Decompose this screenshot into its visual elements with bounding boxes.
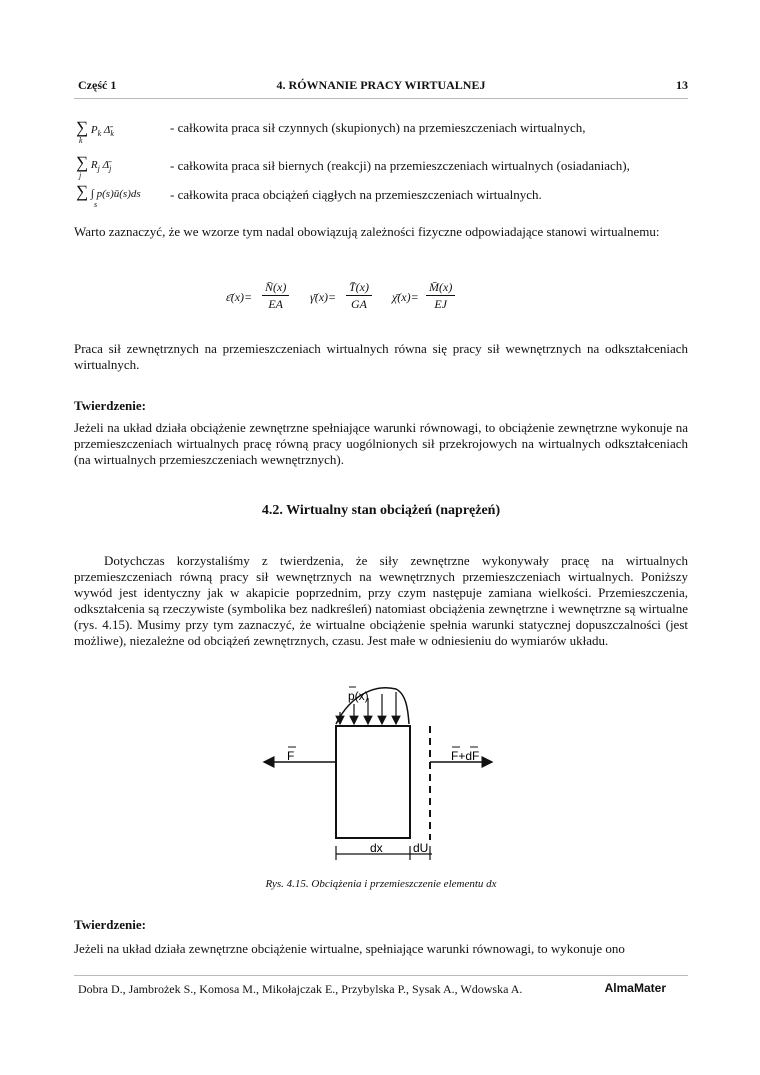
figure-caption: Rys. 4.15. Obciążenia i przemieszczenie elementu dx [265, 878, 497, 890]
virtual-strain-formula [226, 280, 546, 316]
formula-chi-lhs: χ̄(x)= [392, 290, 419, 304]
section-title: 4.2. Wirtualny stan obciążeń (naprężeń) [261, 503, 501, 518]
formula-epsilon-lhs: ε̄(x)= [226, 290, 253, 304]
sum-description: - całkowita praca sił czynnych (skupionych) na przemieszczeniach wirtualnych, [170, 120, 586, 135]
header-page-number: 13 [676, 78, 688, 92]
theorem-heading-1: Twierdzenie: [74, 398, 146, 413]
header-chapter: 4. RÓWNANIE PRACY WIRTUALNEJ [276, 78, 486, 92]
header-part: Część 1 [78, 78, 117, 92]
formula-chi-fraction: $\frac{M̄(x)}{EJ}$ [426, 280, 455, 312]
theorem-heading-2: Twierdzenie: [74, 917, 146, 932]
paragraph-virtual-load-state: Dotychczas korzystaliśmy z twierdzenia, że siły zewnętrzne wykonywały pracę na wirtualnych przemieszczeniach równą pracy sił wewnętrznych na wewnętrznych przemieszczeniach wirtualnych. Poniższy wywód jest identyczny jak w akapicie poprzednim, przy czym następuje zamiana wielkości. Przemieszczenia, odkształcenia są rzeczywiste (symbolika bez nadkreśleń) natomiast obciążenia zewnętrzne i wewnętrzne są wirtualne (rys. 4.15). Musimy przy tym zaznaczyć, że wirtualne obciążenie spełnia warunki statycznej dopuszczalności (jest możliwe), niezależne od obciążeń zewnętrznych, czasu. Jest małe w odniesieniu do wymiarów układu. [74, 553, 688, 648]
footer-brand: AlmaMater [604, 981, 666, 995]
theorem-text-2: Jeżeli na układ działa zewnętrzne obciążenie wirtualne, spełniające warunki równowagi, to wykonuje ono [74, 941, 625, 956]
formula-gamma-lhs: γ̄(x)= [310, 290, 337, 304]
figure-element-dx [256, 684, 496, 874]
sum-symbol: ∑ $P_k$ $\Deltā_k$ k [76, 118, 114, 145]
element-dx-diagram [256, 684, 496, 874]
du-label: dU [413, 841, 429, 855]
page-footer [74, 975, 688, 998]
sum-description: - całkowita praca sił biernych (reakcji) na przemieszczeniach wirtualnych (osiadaniach), [170, 158, 630, 173]
left-force-label: F [287, 749, 295, 763]
page-header [74, 76, 688, 99]
footer-authors: Dobra D., Jambrożek S., Komosa M., Mikołajczak E., Przybylska P., Sysak A., Wdowska A. [78, 982, 523, 996]
dx-label: dx [370, 841, 383, 855]
distributed-load-curve [336, 688, 409, 724]
element-rectangle [336, 726, 410, 838]
right-force-label: F+dF [451, 749, 480, 763]
sum-description: - całkowita praca obciążeń ciągłych na przemieszczeniach wirtualnych. [170, 187, 542, 202]
sum-symbol: ∑ $R_j$ $\Deltā_j$ j [76, 153, 112, 180]
formula-gamma-fraction: $\frac{T̄(x)}{GA}$ [346, 280, 372, 312]
sum-symbol: ∑ ∫ p(s)ū(s)ds s [76, 182, 141, 209]
paragraph-work-equality: Praca sił zewnętrznych na przemieszczeniach wirtualnych równa się pracy sił wewnętrznych na odkształceniach wirtualnych. [74, 341, 688, 372]
paragraph-physical-relations: Warto zaznaczyć, że we wzorze tym nadal obowiązują zależności fizyczne odpowiadające stanowi wirtualnemu: [74, 224, 660, 239]
load-label: p(x) [348, 689, 369, 703]
theorem-text-1: Jeżeli na układ działa obciążenie zewnętrzne spełniające warunki równowagi, to obciążenie zewnętrzne wykonuje na przemieszczeniach wirtualnych pracę równą pracy uogólnionych sił przekrojowych na wirtualnych odkształceniach (na wirtualnych przemieszczeniach wewnętrznych). [74, 420, 688, 467]
formula-epsilon-fraction: $\frac{N̄(x)}{EA}$ [262, 280, 289, 312]
